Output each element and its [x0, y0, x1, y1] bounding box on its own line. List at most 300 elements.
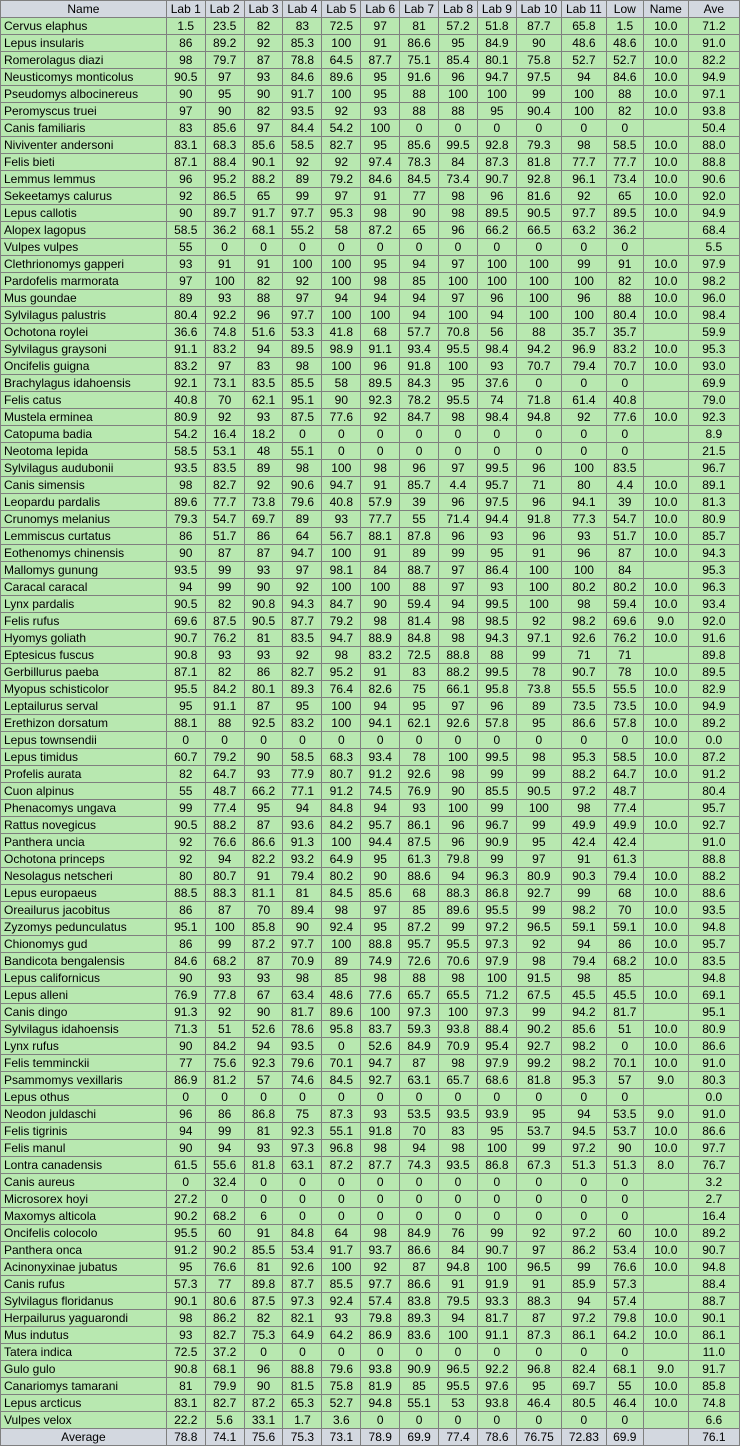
table-row	[1, 783, 740, 800]
value-cell: 97	[166, 273, 205, 290]
species-name-cell: Lemmus lemmus	[1, 171, 167, 188]
value-cell: 82	[166, 766, 205, 783]
species-name-cell: Acinonyxinae jubatus	[1, 1259, 167, 1276]
value-cell: 93.5	[439, 1157, 478, 1174]
value-cell: 86.6	[400, 35, 439, 52]
table-row	[1, 1327, 740, 1344]
value-cell: 95	[400, 698, 439, 715]
value-cell: 79.2	[322, 613, 361, 630]
value-cell: 79.6	[283, 1055, 322, 1072]
average-label-cell: Average	[1, 1429, 167, 1446]
value-cell: 84	[439, 1242, 478, 1259]
value-cell: 80.4	[166, 307, 205, 324]
value-cell: 0	[561, 1174, 606, 1191]
value-cell: 86.4	[477, 562, 516, 579]
value-cell: 86.2	[561, 1242, 606, 1259]
value-cell: 84.6	[166, 953, 205, 970]
value-cell: 80.5	[561, 1395, 606, 1412]
value-cell: 92.6	[283, 1259, 322, 1276]
value-cell: 100	[322, 273, 361, 290]
value-cell: 53	[439, 1395, 478, 1412]
species-name-cell: Chionomys gud	[1, 936, 167, 953]
value-cell: 100	[516, 256, 561, 273]
value-cell: 71.4	[439, 511, 478, 528]
value-cell: 10.0	[643, 902, 688, 919]
value-cell: 73.1	[205, 375, 244, 392]
value-cell: 97.3	[283, 1293, 322, 1310]
value-cell: 95	[477, 1123, 516, 1140]
value-cell: 93	[166, 256, 205, 273]
value-cell: 97	[322, 188, 361, 205]
species-name-cell: Sylvilagus floridanus	[1, 1293, 167, 1310]
value-cell: 68.1	[205, 1361, 244, 1378]
value-cell: 68.4	[688, 222, 739, 239]
value-cell: 98	[166, 1310, 205, 1327]
value-cell: 100	[516, 273, 561, 290]
value-cell: 97.9	[477, 1055, 516, 1072]
value-cell: 74.3	[400, 1157, 439, 1174]
species-name-cell: Gerbillurus paeba	[1, 664, 167, 681]
value-cell: 96.7	[688, 460, 739, 477]
value-cell: 95.7	[688, 800, 739, 817]
value-cell: 90	[361, 596, 400, 613]
value-cell: 84.2	[322, 817, 361, 834]
value-cell: 71.2	[477, 987, 516, 1004]
value-cell: 90.9	[400, 1361, 439, 1378]
value-cell: 88	[244, 290, 283, 307]
value-cell: 53.5	[400, 1106, 439, 1123]
value-cell: 92	[516, 936, 561, 953]
value-cell	[643, 443, 688, 460]
value-cell: 90.7	[166, 630, 205, 647]
species-name-cell: Lepus arcticus	[1, 1395, 167, 1412]
value-cell: 87.7	[283, 1276, 322, 1293]
value-cell: 90	[439, 783, 478, 800]
value-cell: 82.7	[205, 477, 244, 494]
value-cell: 11.0	[688, 1344, 739, 1361]
value-cell: 88.8	[439, 647, 478, 664]
value-cell: 85	[400, 1378, 439, 1395]
value-cell: 0	[516, 375, 561, 392]
value-cell: 83.6	[400, 1327, 439, 1344]
value-cell: 98	[361, 970, 400, 987]
column-header: Lab 5	[322, 1, 361, 18]
value-cell: 89.5	[688, 664, 739, 681]
column-header: Lab 2	[205, 1, 244, 18]
value-cell: 83.2	[606, 341, 643, 358]
value-cell: 93.8	[439, 1021, 478, 1038]
table-row	[1, 987, 740, 1004]
value-cell: 98	[561, 596, 606, 613]
value-cell	[643, 834, 688, 851]
value-cell: 0	[322, 1038, 361, 1055]
column-header: Lab 1	[166, 1, 205, 18]
value-cell: 70	[606, 902, 643, 919]
column-header: Lab 8	[439, 1, 478, 18]
average-value-cell: 76.75	[516, 1429, 561, 1446]
value-cell: 88.1	[166, 715, 205, 732]
value-cell	[643, 783, 688, 800]
table-row	[1, 137, 740, 154]
value-cell: 81.2	[205, 1072, 244, 1089]
value-cell: 81	[244, 1259, 283, 1276]
value-cell: 16.4	[205, 426, 244, 443]
value-cell: 83.2	[361, 647, 400, 664]
value-cell: 67.3	[516, 1157, 561, 1174]
value-cell: 87.5	[205, 613, 244, 630]
table-row	[1, 1174, 740, 1191]
value-cell: 90	[244, 1004, 283, 1021]
value-cell: 86	[205, 1106, 244, 1123]
value-cell: 76.2	[205, 630, 244, 647]
value-cell: 91	[205, 256, 244, 273]
value-cell: 93	[244, 970, 283, 987]
value-cell: 10.0	[643, 1225, 688, 1242]
value-cell: 0	[400, 120, 439, 137]
value-cell: 48.6	[606, 35, 643, 52]
value-cell: 83	[439, 1123, 478, 1140]
value-cell: 0	[166, 732, 205, 749]
value-cell: 87.7	[283, 613, 322, 630]
value-cell: 57.7	[400, 324, 439, 341]
species-name-cell: Vulpes velox	[1, 1412, 167, 1429]
value-cell: 100	[322, 1259, 361, 1276]
table-row	[1, 18, 740, 35]
value-cell: 63.4	[283, 987, 322, 1004]
value-cell: 98	[516, 953, 561, 970]
value-cell: 82.4	[561, 1361, 606, 1378]
value-cell: 45.5	[561, 987, 606, 1004]
value-cell: 96.3	[688, 579, 739, 596]
value-cell: 90	[166, 545, 205, 562]
value-cell: 86.1	[688, 1327, 739, 1344]
value-cell: 100	[283, 256, 322, 273]
value-cell: 93.5	[166, 562, 205, 579]
value-cell: 96	[516, 528, 561, 545]
value-cell: 89.6	[439, 902, 478, 919]
value-cell	[643, 120, 688, 137]
value-cell: 92.6	[561, 630, 606, 647]
value-cell: 46.4	[516, 1395, 561, 1412]
value-cell: 0	[561, 426, 606, 443]
species-name-cell: Lepus townsendii	[1, 732, 167, 749]
value-cell: 80.2	[322, 868, 361, 885]
value-cell: 1.5	[606, 18, 643, 35]
value-cell: 96	[166, 1106, 205, 1123]
value-cell: 99.5	[477, 664, 516, 681]
value-cell: 59.1	[606, 919, 643, 936]
value-cell: 80.9	[688, 511, 739, 528]
value-cell: 85.4	[439, 52, 478, 69]
value-cell: 83.2	[166, 358, 205, 375]
value-cell: 86.6	[561, 715, 606, 732]
value-cell: 54.7	[606, 511, 643, 528]
value-cell: 77.6	[322, 409, 361, 426]
value-cell: 93.5	[439, 1106, 478, 1123]
value-cell: 0.0	[688, 732, 739, 749]
species-name-cell: Lepus callotis	[1, 205, 167, 222]
value-cell: 85	[606, 970, 643, 987]
value-cell: 0	[561, 1191, 606, 1208]
value-cell: 93	[244, 766, 283, 783]
value-cell: 92.7	[361, 1072, 400, 1089]
value-cell: 72.5	[322, 18, 361, 35]
value-cell: 58.5	[166, 222, 205, 239]
value-cell: 95	[439, 35, 478, 52]
value-cell: 0	[244, 1191, 283, 1208]
value-cell: 5.6	[205, 1412, 244, 1429]
value-cell: 99	[439, 545, 478, 562]
species-name-cell: Oreailurus jacobitus	[1, 902, 167, 919]
value-cell: 97.2	[477, 919, 516, 936]
value-cell: 84	[439, 154, 478, 171]
value-cell: 80.9	[166, 409, 205, 426]
value-cell: 86.8	[477, 885, 516, 902]
value-cell: 70.1	[322, 1055, 361, 1072]
value-cell: 91.3	[166, 1004, 205, 1021]
value-cell: 58.5	[283, 137, 322, 154]
value-cell: 91.1	[166, 341, 205, 358]
value-cell: 70.9	[439, 1038, 478, 1055]
value-cell: 87.1	[166, 154, 205, 171]
value-cell: 91	[361, 664, 400, 681]
value-cell: 95.7	[400, 936, 439, 953]
species-name-cell: Canis simensis	[1, 477, 167, 494]
value-cell: 82	[606, 273, 643, 290]
value-cell: 75.6	[205, 1055, 244, 1072]
table-row	[1, 409, 740, 426]
value-cell: 82	[205, 596, 244, 613]
value-cell: 98	[439, 205, 478, 222]
value-cell: 92.3	[283, 1123, 322, 1140]
table-row	[1, 562, 740, 579]
value-cell: 73.8	[244, 494, 283, 511]
value-cell: 99	[166, 800, 205, 817]
value-cell: 99	[439, 919, 478, 936]
value-cell: 98	[361, 1140, 400, 1157]
value-cell: 79.8	[439, 851, 478, 868]
value-cell: 94	[166, 579, 205, 596]
table-row	[1, 851, 740, 868]
species-name-cell: Maxomys alticola	[1, 1208, 167, 1225]
value-cell: 86.1	[400, 817, 439, 834]
value-cell: 88	[439, 103, 478, 120]
value-cell: 87	[244, 52, 283, 69]
value-cell: 95	[361, 69, 400, 86]
value-cell: 77	[400, 188, 439, 205]
value-cell: 100	[561, 273, 606, 290]
value-cell: 0	[400, 443, 439, 460]
value-cell: 98	[322, 647, 361, 664]
species-name-cell: Lynx rufus	[1, 1038, 167, 1055]
value-cell: 59.3	[400, 1021, 439, 1038]
value-cell: 68.2	[606, 953, 643, 970]
value-cell: 65.7	[439, 1072, 478, 1089]
value-cell: 93	[322, 1310, 361, 1327]
value-cell: 0	[283, 426, 322, 443]
value-cell: 85	[400, 273, 439, 290]
value-cell: 88.5	[166, 885, 205, 902]
value-cell: 91.7	[283, 86, 322, 103]
species-name-cell: Lontra canadensis	[1, 1157, 167, 1174]
value-cell: 0	[361, 426, 400, 443]
value-cell: 81.8	[244, 1157, 283, 1174]
value-cell: 0	[477, 1089, 516, 1106]
table-row	[1, 375, 740, 392]
value-cell: 87.2	[244, 936, 283, 953]
value-cell: 95.3	[561, 749, 606, 766]
value-cell: 81.3	[688, 494, 739, 511]
value-cell: 35.7	[561, 324, 606, 341]
value-cell: 0	[516, 1174, 561, 1191]
value-cell: 85.5	[322, 1276, 361, 1293]
value-cell: 82	[244, 273, 283, 290]
value-cell: 91.1	[361, 341, 400, 358]
value-cell: 10.0	[643, 698, 688, 715]
value-cell: 97.9	[688, 256, 739, 273]
species-name-cell: Gulo gulo	[1, 1361, 167, 1378]
species-name-cell: Lepus insularis	[1, 35, 167, 52]
value-cell: 10.0	[643, 409, 688, 426]
value-cell: 86	[244, 664, 283, 681]
value-cell: 88	[606, 290, 643, 307]
value-cell: 84.5	[400, 171, 439, 188]
value-cell: 79.4	[561, 358, 606, 375]
species-name-cell: Eptesicus fuscus	[1, 647, 167, 664]
value-cell: 99	[516, 902, 561, 919]
value-cell: 10.0	[643, 1021, 688, 1038]
value-cell	[643, 460, 688, 477]
value-cell: 82.2	[688, 52, 739, 69]
value-cell: 68	[400, 885, 439, 902]
value-cell: 51	[205, 1021, 244, 1038]
value-cell: 100	[322, 35, 361, 52]
table-row	[1, 698, 740, 715]
value-cell: 68	[361, 324, 400, 341]
value-cell: 80.9	[516, 868, 561, 885]
value-cell: 98	[283, 970, 322, 987]
value-cell: 95.3	[688, 341, 739, 358]
value-cell: 91.0	[688, 1055, 739, 1072]
value-cell: 97.7	[283, 205, 322, 222]
value-cell: 95	[439, 375, 478, 392]
value-cell: 91.8	[400, 358, 439, 375]
species-name-cell: Clethrionomys gapperi	[1, 256, 167, 273]
value-cell: 98	[361, 273, 400, 290]
value-cell: 90.3	[561, 868, 606, 885]
value-cell: 99.5	[477, 460, 516, 477]
value-cell: 10.0	[643, 103, 688, 120]
value-cell: 89.2	[688, 1225, 739, 1242]
value-cell: 0	[400, 1089, 439, 1106]
value-cell: 93.4	[400, 341, 439, 358]
species-name-cell: Felis manul	[1, 1140, 167, 1157]
value-cell: 84.6	[361, 171, 400, 188]
value-cell: 97	[205, 69, 244, 86]
value-cell: 85.6	[361, 885, 400, 902]
value-cell: 0	[439, 1344, 478, 1361]
value-cell: 90	[244, 1378, 283, 1395]
value-cell: 100	[561, 562, 606, 579]
value-cell: 51.8	[477, 18, 516, 35]
value-cell: 96.1	[561, 171, 606, 188]
value-cell: 10.0	[643, 69, 688, 86]
species-name-cell: Neodon juldaschi	[1, 1106, 167, 1123]
species-name-cell: Sekeetamys calurus	[1, 188, 167, 205]
value-cell: 3.6	[322, 1412, 361, 1429]
value-cell: 83.5	[205, 460, 244, 477]
value-cell: 92.3	[244, 1055, 283, 1072]
value-cell: 0	[439, 443, 478, 460]
value-cell: 0	[561, 443, 606, 460]
value-cell: 94.9	[688, 69, 739, 86]
value-cell: 89.5	[606, 205, 643, 222]
species-name-cell: Neotoma lepida	[1, 443, 167, 460]
value-cell: 96	[244, 307, 283, 324]
value-cell: 82.6	[361, 681, 400, 698]
value-cell: 64.2	[322, 1327, 361, 1344]
value-cell: 84.9	[477, 35, 516, 52]
value-cell: 94.9	[688, 698, 739, 715]
value-cell: 70	[244, 902, 283, 919]
value-cell: 0	[516, 1412, 561, 1429]
value-cell: 98.4	[477, 409, 516, 426]
value-cell: 93	[205, 970, 244, 987]
table-row	[1, 766, 740, 783]
value-cell: 94	[361, 290, 400, 307]
value-cell: 90	[400, 205, 439, 222]
value-cell: 10.0	[643, 681, 688, 698]
table-row	[1, 732, 740, 749]
table-row	[1, 324, 740, 341]
value-cell: 55	[400, 511, 439, 528]
value-cell: 0	[606, 239, 643, 256]
value-cell: 99	[516, 1004, 561, 1021]
value-cell: 51.3	[606, 1157, 643, 1174]
table-row	[1, 1242, 740, 1259]
table-row	[1, 290, 740, 307]
value-cell: 76.2	[606, 630, 643, 647]
value-cell: 87.2	[322, 1157, 361, 1174]
value-cell: 95.5	[477, 902, 516, 919]
value-cell: 97.2	[561, 783, 606, 800]
value-cell: 97	[361, 902, 400, 919]
value-cell: 36.2	[606, 222, 643, 239]
value-cell: 88.2	[439, 664, 478, 681]
value-cell: 80	[166, 868, 205, 885]
value-cell: 0	[477, 1174, 516, 1191]
table-row	[1, 970, 740, 987]
value-cell: 54.2	[166, 426, 205, 443]
species-name-cell: Niviventer andersoni	[1, 137, 167, 154]
value-cell: 100	[477, 256, 516, 273]
value-cell: 94	[561, 69, 606, 86]
value-cell: 87	[205, 902, 244, 919]
value-cell: 95.5	[439, 936, 478, 953]
value-cell: 88	[400, 86, 439, 103]
value-cell: 80.7	[205, 868, 244, 885]
value-cell: 100	[439, 1327, 478, 1344]
species-name-cell: Profelis aurata	[1, 766, 167, 783]
average-value-cell: 78.8	[166, 1429, 205, 1446]
value-cell: 100	[439, 307, 478, 324]
value-cell: 0	[606, 1174, 643, 1191]
value-cell: 52.7	[322, 1395, 361, 1412]
value-cell: 0	[516, 1208, 561, 1225]
value-cell: 100	[322, 545, 361, 562]
value-cell: 69.7	[561, 1378, 606, 1395]
value-cell: 96	[561, 290, 606, 307]
